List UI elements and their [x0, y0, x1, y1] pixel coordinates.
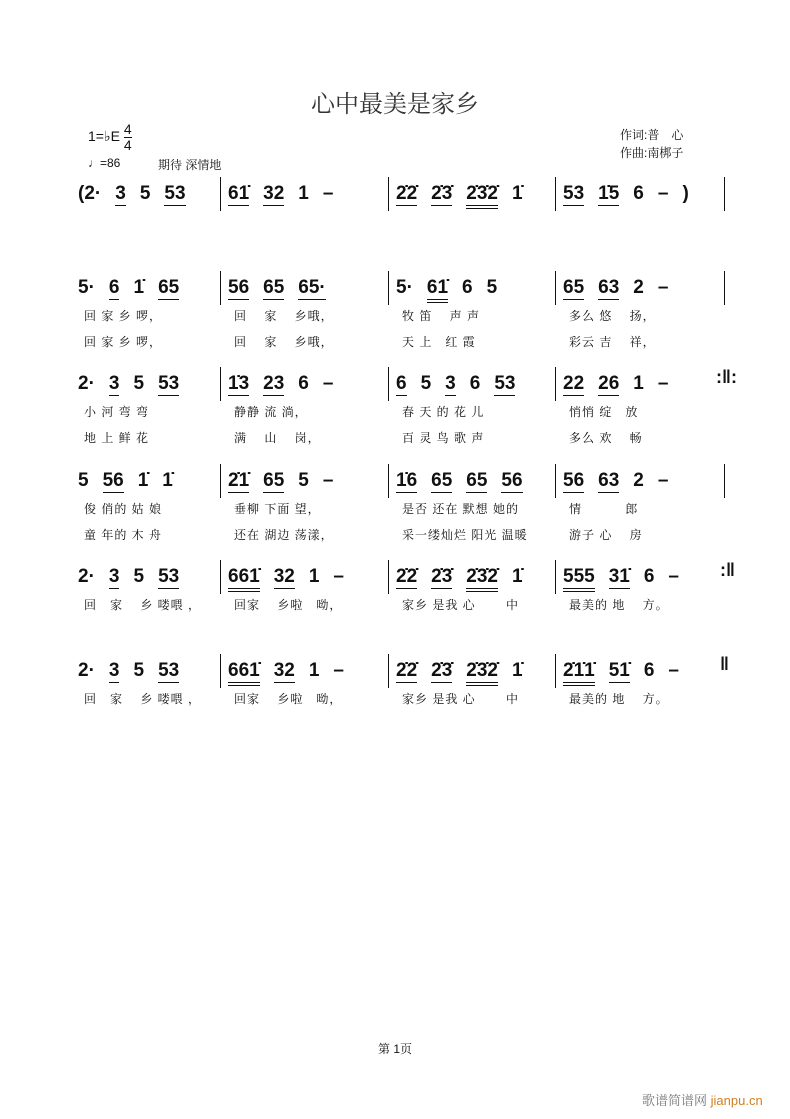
- measure: [563, 470, 668, 496]
- lyricist: 作词:普 心: [620, 128, 684, 142]
- measure: [396, 660, 523, 686]
- flat-sign: ♭: [103, 128, 111, 145]
- measure: [396, 470, 523, 496]
- note-group: 6: [396, 373, 407, 394]
- note-group: 2̇3̇: [431, 566, 453, 587]
- note-group: 56: [563, 470, 585, 491]
- end-barline: [724, 177, 725, 211]
- note-group: 56: [102, 470, 124, 491]
- lyric-text: 多么 悠 扬，: [569, 309, 656, 323]
- measure: [563, 566, 679, 592]
- measure: [228, 277, 326, 303]
- lyric-text: 回 家 乡 喽喂 ，: [84, 692, 202, 706]
- end-barline: :‖: [720, 560, 735, 580]
- end-barline: [724, 271, 725, 305]
- note-group: 56: [501, 470, 523, 491]
- note-group: 2̇3̇2̇: [466, 566, 498, 592]
- note-group: 5·: [78, 277, 95, 298]
- barline: [555, 464, 556, 498]
- barline: [555, 560, 556, 594]
- note-group: 2̇1̇1̇: [563, 660, 595, 686]
- measure: [78, 373, 179, 399]
- tempo-marking: ♩=86: [88, 156, 121, 170]
- measure: [78, 566, 179, 592]
- note-group: –: [657, 470, 669, 491]
- note-group: 5: [133, 373, 145, 394]
- lyric-text: 回 家 乡 啰，: [84, 309, 163, 323]
- lyric-text: 最美的 地 方。: [569, 692, 669, 706]
- lyric-text: 家乡 是我 心 中: [402, 692, 520, 706]
- note-group: 2̇2̇: [396, 183, 418, 204]
- notes-row: [0, 183, 790, 209]
- lyric-text: 家乡 是我 心 中: [402, 598, 520, 612]
- measure: [78, 277, 179, 303]
- measure: [228, 660, 344, 686]
- note-group: 53: [563, 183, 585, 204]
- note-group: 6: [108, 277, 120, 298]
- note-group: –: [668, 566, 679, 587]
- barline: [388, 271, 389, 305]
- note-group: 65: [263, 277, 285, 298]
- lyric-text: 百 灵 鸟 歌 声: [402, 431, 485, 445]
- note-group: 2̇1̇: [228, 470, 250, 491]
- note-group: 1: [633, 373, 644, 394]
- credits: [620, 126, 683, 162]
- note-group: 1: [298, 183, 309, 204]
- note-group: 2̇3̇2̇: [466, 660, 498, 686]
- note-group: –: [333, 660, 344, 681]
- lyric-text: 静静 流 淌，: [234, 405, 308, 419]
- note-group: –: [668, 660, 679, 681]
- end-barline: :‖:: [716, 367, 737, 387]
- note-group: 6: [469, 373, 481, 394]
- lyric-text: 垂柳 下面 望，: [234, 502, 321, 516]
- note-group: 56: [228, 277, 250, 298]
- note-group: 3: [108, 566, 120, 587]
- barline: [388, 367, 389, 401]
- note-group: 6: [643, 566, 655, 587]
- note-group: 2·: [78, 373, 95, 394]
- note-group: 1̇: [511, 183, 523, 204]
- note-group: 53: [158, 660, 180, 681]
- measure: [78, 183, 186, 209]
- note-group: 65: [563, 277, 585, 298]
- measure: [228, 183, 333, 209]
- barline: [220, 654, 221, 688]
- note-group: 1: [308, 566, 320, 587]
- note-group: 661̇: [228, 566, 260, 592]
- expression-marking: 期待 深情地: [158, 158, 222, 172]
- measure: [563, 373, 668, 399]
- lyric-text: 游子 心 房: [569, 528, 643, 542]
- lyric-text: 最美的 地 方。: [569, 598, 669, 612]
- note-group: 3: [108, 373, 120, 394]
- note-group: 53: [158, 373, 180, 394]
- lyric-text: 牧 笛 声 声: [402, 309, 481, 323]
- notes-row: [0, 470, 790, 496]
- note-group: 2·: [78, 566, 95, 587]
- note-group: –: [333, 566, 344, 587]
- note-group: 5: [298, 470, 309, 491]
- note-group: 2̇3̇: [431, 660, 453, 681]
- time-signature: [124, 122, 132, 153]
- notes-row: [0, 277, 790, 303]
- note-group: 6: [462, 277, 473, 298]
- measure: [228, 373, 333, 399]
- measure: [228, 470, 333, 496]
- note-group: 22: [563, 373, 585, 394]
- lyric-text: 地 上 鲜 花: [84, 431, 150, 445]
- note-group: 65: [466, 470, 488, 491]
- note-group: 53: [494, 373, 516, 394]
- note-group: ): [682, 183, 689, 204]
- watermark-en: jianpu.cn: [710, 1093, 763, 1108]
- note-group: 1̇3: [228, 373, 250, 394]
- end-barline: ‖: [720, 654, 729, 674]
- end-barline: [724, 464, 725, 498]
- note-group: 1̇: [133, 277, 145, 298]
- lyric-text: 采一缕灿烂 阳光 温暖: [402, 528, 528, 542]
- note-group: –: [657, 277, 669, 298]
- watermark-cn: 歌谱简谱网: [642, 1093, 708, 1108]
- barline: [220, 177, 221, 211]
- note-group: 65·: [298, 277, 326, 298]
- note-group: 5: [133, 566, 145, 587]
- barline: [220, 464, 221, 498]
- note-group: 32: [263, 183, 285, 204]
- lyric-text: 童 年的 木 舟: [84, 528, 163, 542]
- lyric-text: 天 上 红 霞: [402, 335, 476, 349]
- note-group: 2̇3̇2̇: [466, 183, 498, 209]
- song-title: 心中最美是家乡: [311, 90, 479, 118]
- lyric-text: 满 山 岗，: [234, 431, 321, 445]
- watermark: [642, 1090, 763, 1109]
- lyric-text: 回家 乡啦 呦，: [234, 598, 343, 612]
- lyric-text: 回 家 乡 喽喂 ，: [84, 598, 202, 612]
- note-group: –: [322, 183, 334, 204]
- measure: [396, 373, 515, 399]
- measure: [78, 660, 179, 686]
- note-group: 3: [108, 660, 120, 681]
- note-group: –: [322, 470, 334, 491]
- note-group: 63: [598, 470, 620, 491]
- note-group: 1̇: [511, 660, 523, 681]
- note-group: 2̇2̇: [396, 660, 418, 681]
- note-group: –: [322, 373, 334, 394]
- note-group: 51̇: [608, 660, 630, 681]
- note-group: 1̇6: [396, 470, 418, 491]
- composer: 作曲:南梆子: [620, 146, 684, 160]
- lyric-text: 春 天 的 花 儿: [402, 405, 485, 419]
- note-group: 23: [263, 373, 285, 394]
- lyric-text: 悄悄 绽 放: [569, 405, 639, 419]
- note-group: 32: [273, 566, 295, 587]
- lyric-text: 多么 欢 畅: [569, 431, 643, 445]
- note-group: 1̇: [511, 566, 523, 587]
- key-note: E: [110, 128, 120, 145]
- key-prefix: 1=: [88, 128, 104, 145]
- measure: [396, 277, 497, 303]
- note-group: 2: [633, 277, 644, 298]
- note-group: 61̇: [427, 277, 448, 303]
- measure: [563, 660, 679, 686]
- note-group: 6: [298, 373, 309, 394]
- note-group: 5·: [396, 277, 413, 298]
- note-group: 2: [633, 470, 644, 491]
- lyric-text: 俊 俏的 姑 娘: [84, 502, 163, 516]
- barline: [555, 367, 556, 401]
- barline: [220, 560, 221, 594]
- lyric-text: 回 家 乡哦，: [234, 335, 334, 349]
- note-group: 2̇3̇: [431, 183, 453, 204]
- barline: [388, 654, 389, 688]
- note-group: 65: [158, 277, 180, 298]
- note-group: 65: [431, 470, 453, 491]
- lyric-text: 小 河 弯 弯: [84, 405, 150, 419]
- lyric-text: 是否 还在 默想 她的: [402, 502, 520, 516]
- note-group: 3: [445, 373, 456, 394]
- measure: [228, 566, 344, 592]
- note-group: 2̇2̇: [396, 566, 418, 587]
- barline: [388, 560, 389, 594]
- note-group: 53: [164, 183, 186, 204]
- note-group: 1: [308, 660, 320, 681]
- note-group: 31̇: [608, 566, 630, 587]
- note-group: 5: [139, 183, 151, 204]
- note-group: 555: [563, 566, 595, 592]
- lyric-text: 彩云 吉 祥，: [569, 335, 656, 349]
- measure: [396, 566, 523, 592]
- note-group: 63: [598, 277, 620, 298]
- note-group: 5: [133, 660, 145, 681]
- notes-row: [0, 654, 790, 686]
- note-group: 26: [598, 373, 620, 394]
- note-group: 5: [486, 277, 498, 298]
- lyric-text: 回 家 乡哦，: [234, 309, 334, 323]
- notes-row: [0, 560, 790, 592]
- note-group: 1̇: [137, 470, 149, 491]
- note-group: 1̇: [162, 470, 173, 491]
- key-signature: [88, 122, 132, 153]
- lyric-text: 情 郎: [569, 502, 639, 516]
- notes-row: [0, 367, 790, 399]
- time-denominator: 4: [123, 137, 132, 153]
- barline: [388, 464, 389, 498]
- barline: [388, 177, 389, 211]
- barline: [555, 271, 556, 305]
- note-group: 5: [78, 470, 89, 491]
- measure: [78, 470, 173, 496]
- barline: [555, 177, 556, 211]
- note-group: 32: [273, 660, 295, 681]
- note-group: 6: [633, 183, 644, 204]
- note-group: 6: [643, 660, 655, 681]
- note-group: 65: [263, 470, 285, 491]
- measure: [396, 183, 523, 209]
- time-numerator: 4: [123, 121, 132, 137]
- note-group: 2·: [78, 660, 95, 681]
- note-group: 661̇: [228, 660, 260, 686]
- measure: [563, 277, 668, 303]
- note-group: –: [657, 373, 669, 394]
- barline: [220, 367, 221, 401]
- note-group: –: [657, 183, 669, 204]
- note-group: 61̇: [228, 183, 250, 204]
- lyric-text: 还在 湖边 荡漾，: [234, 528, 334, 542]
- note-group: 5: [420, 373, 432, 394]
- lyric-text: 回 家 乡 啰，: [84, 335, 163, 349]
- measure: [563, 183, 689, 209]
- lyric-text: 回家 乡啦 呦，: [234, 692, 343, 706]
- note-group: (2·: [78, 183, 102, 204]
- barline: [220, 271, 221, 305]
- barline: [555, 654, 556, 688]
- note-group: 53: [158, 566, 180, 587]
- page-number: 第 1页: [377, 1042, 412, 1056]
- note-group: 3: [115, 183, 126, 204]
- note-group: 1̇5: [598, 183, 620, 204]
